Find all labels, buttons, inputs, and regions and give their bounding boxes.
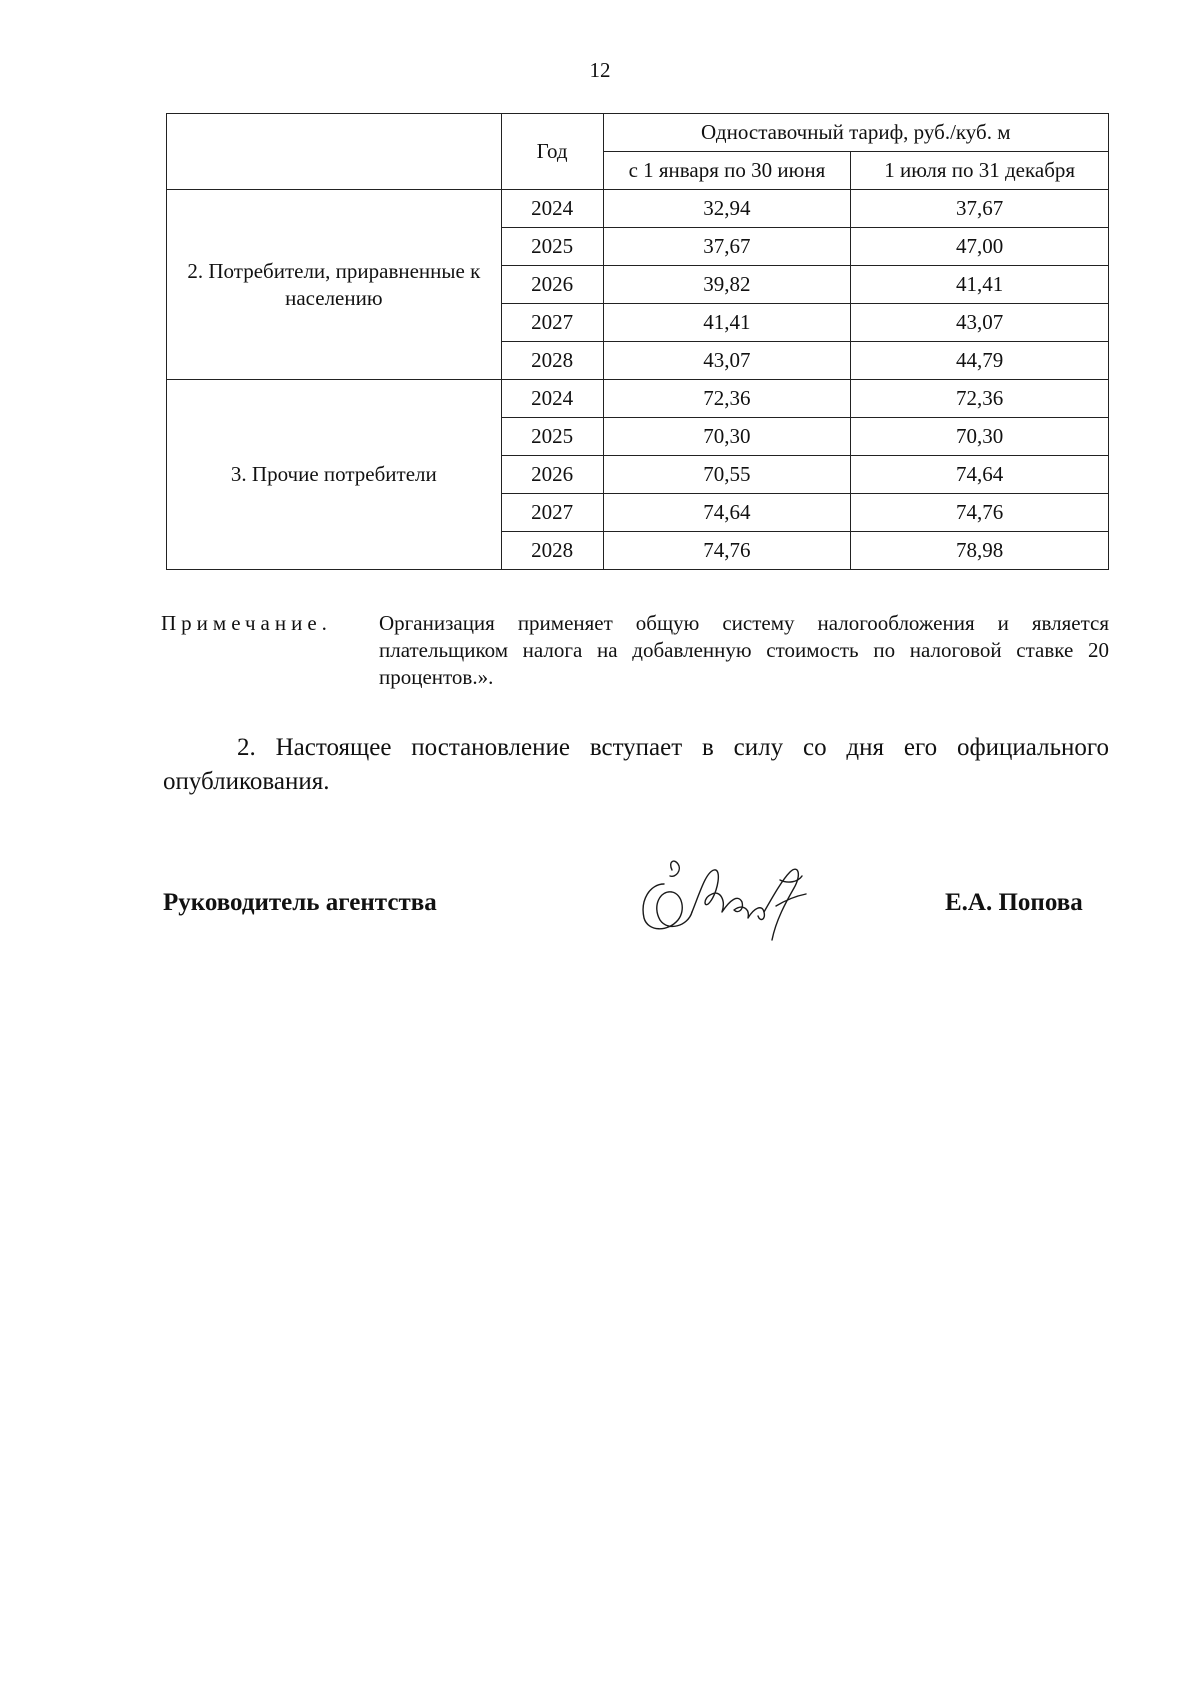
header-category bbox=[167, 114, 502, 190]
year-cell: 2025 bbox=[501, 418, 603, 456]
value-cell: 44,79 bbox=[851, 342, 1109, 380]
table-row bbox=[167, 380, 1109, 418]
year-cell: 2028 bbox=[501, 532, 603, 570]
category-cell: 2. Потребители, приравненные к населению bbox=[167, 190, 502, 380]
header-tariff: Одноставочный тариф, руб./куб. м bbox=[603, 114, 1108, 152]
handwritten-signature bbox=[630, 840, 830, 945]
signatory-name: Е.А. Попова bbox=[945, 889, 1083, 916]
value-cell: 74,76 bbox=[603, 532, 851, 570]
value-cell: 41,41 bbox=[603, 304, 851, 342]
value-cell: 70,30 bbox=[603, 418, 851, 456]
header-year: Год bbox=[501, 114, 603, 190]
value-cell: 72,36 bbox=[851, 380, 1109, 418]
value-cell: 70,30 bbox=[851, 418, 1109, 456]
value-cell: 72,36 bbox=[603, 380, 851, 418]
paragraph: 2. Настоящее постановление вступает в силу со дня его официального опубликования. bbox=[163, 734, 1109, 795]
value-cell: 47,00 bbox=[851, 228, 1109, 266]
year-cell: 2026 bbox=[501, 456, 603, 494]
value-cell: 39,82 bbox=[603, 266, 851, 304]
header-period1: с 1 января по 30 июня bbox=[603, 152, 851, 190]
value-cell: 74,64 bbox=[603, 494, 851, 532]
year-cell: 2026 bbox=[501, 266, 603, 304]
year-cell: 2027 bbox=[501, 304, 603, 342]
value-cell: 32,94 bbox=[603, 190, 851, 228]
header-period2: 1 июля по 31 декабря bbox=[851, 152, 1109, 190]
year-cell: 2027 bbox=[501, 494, 603, 532]
value-cell: 43,07 bbox=[851, 304, 1109, 342]
value-cell: 41,41 bbox=[851, 266, 1109, 304]
year-cell: 2025 bbox=[501, 228, 603, 266]
table-row bbox=[167, 190, 1109, 228]
value-cell: 43,07 bbox=[603, 342, 851, 380]
value-cell: 74,76 bbox=[851, 494, 1109, 532]
note-text: Организация применяет общую систему налогообложения и является плательщиком налога на добавленную стоимость по налоговой ставке 20 процентов.». bbox=[379, 611, 1109, 689]
signatory-role: Руководитель агентства bbox=[163, 889, 437, 916]
table-header-row bbox=[167, 114, 1109, 152]
value-cell: 37,67 bbox=[851, 190, 1109, 228]
note-label: Примечание. bbox=[161, 611, 332, 635]
value-cell: 78,98 bbox=[851, 532, 1109, 570]
page-number: 12 bbox=[589, 58, 611, 82]
category-cell: 3. Прочие потребители bbox=[167, 380, 502, 570]
value-cell: 37,67 bbox=[603, 228, 851, 266]
value-cell: 74,64 bbox=[851, 456, 1109, 494]
year-cell: 2028 bbox=[501, 342, 603, 380]
value-cell: 70,55 bbox=[603, 456, 851, 494]
year-cell: 2024 bbox=[501, 190, 603, 228]
tariff-table bbox=[166, 113, 1109, 570]
year-cell: 2024 bbox=[501, 380, 603, 418]
